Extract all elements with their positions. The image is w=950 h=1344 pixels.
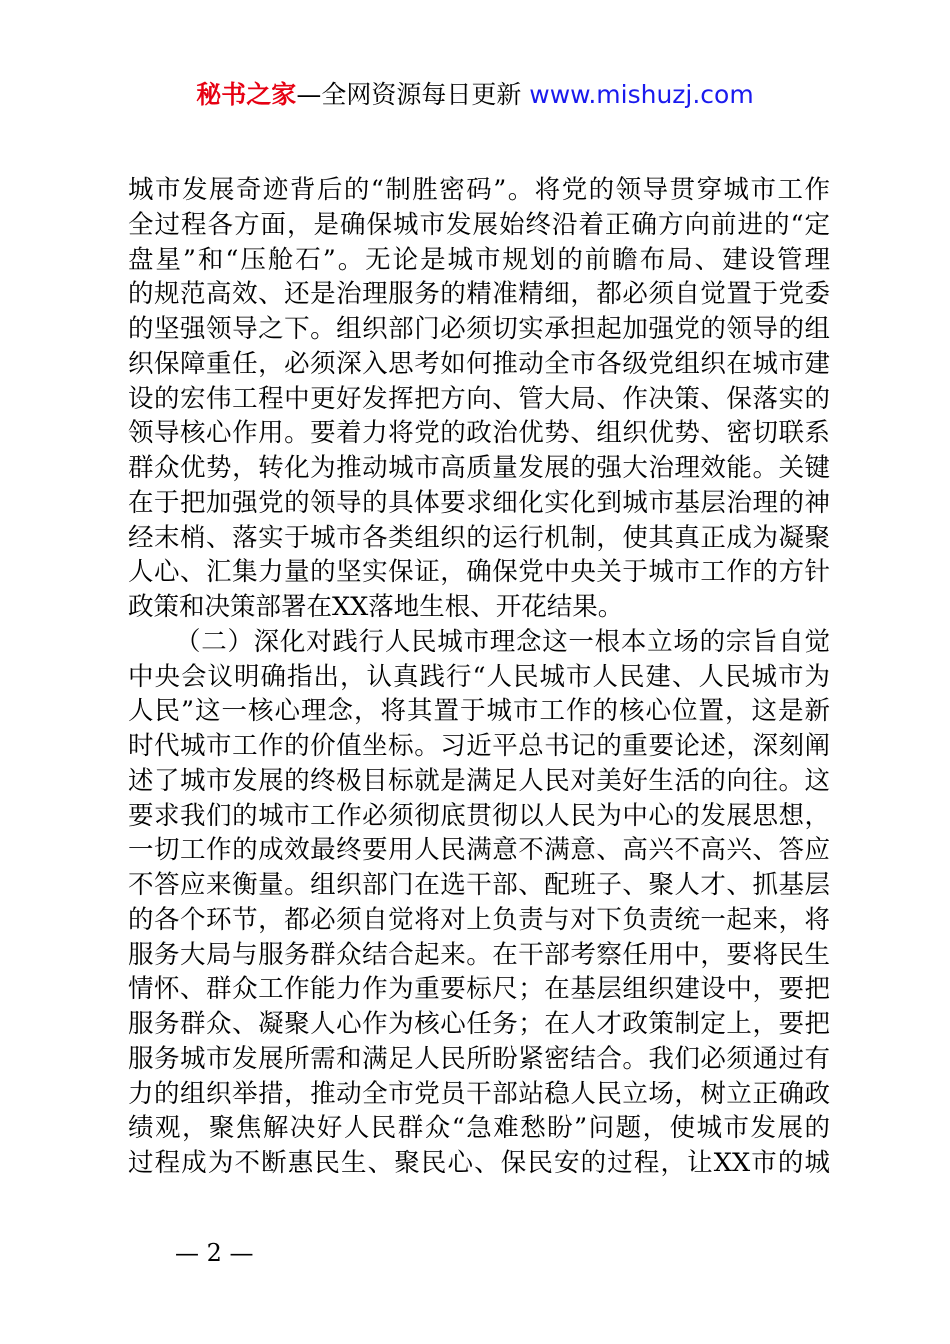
brand-name: 秘书之家 bbox=[196, 80, 297, 109]
text-line: 一切工作的成效最终要用人民满意不满意、高兴不高兴、答应 bbox=[128, 835, 830, 866]
paragraph-2 bbox=[128, 660, 830, 1181]
text-line: 设的宏伟工程中更好发挥把方向、管大局、作决策、保落实的 bbox=[128, 383, 830, 414]
text-line: 力的组织举措，推动全市党员干部站稳人民立场，树立正确政 bbox=[128, 1078, 830, 1109]
text-line: 的坚强领导之下。组织部门必须切实承担起加强党的领导的组 bbox=[128, 314, 830, 344]
text-line: 经末梢、落实于城市各类组织的运行机制，使其真正成为凝聚 bbox=[128, 522, 830, 553]
website-url: www.mishuzj.com bbox=[529, 80, 754, 109]
text-line: 服务大局与服务群众结合起来。在干部考察任用中，要将民生 bbox=[128, 939, 830, 970]
text-line: 绩观，聚焦解决好人民群众“急难愁盼”问题，使城市发展的 bbox=[128, 1113, 830, 1144]
text-line: 人民”这一核心理念，将其置于城市工作的核心位置，这是新 bbox=[128, 696, 830, 727]
paragraph-1 bbox=[128, 173, 830, 625]
document-body bbox=[128, 173, 830, 1181]
text-line: 人心、汇集力量的坚实保证，确保党中央关于城市工作的方针 bbox=[128, 557, 830, 588]
header-tagline: —全网资源每日更新 bbox=[296, 80, 522, 109]
text-line: 要求我们的城市工作必须彻底贯彻以人民为中心的发展思想， bbox=[128, 800, 830, 831]
text-line: 时代城市工作的价值坐标。习近平总书记的重要论述，深刻阐 bbox=[128, 731, 830, 761]
text-line: 全过程各方面，是确保城市发展始终沿着正确方向前进的“定 bbox=[128, 209, 830, 240]
text-line: 述了城市发展的终极目标就是满足人民对美好生活的向往。这 bbox=[128, 765, 830, 796]
text-line: 过程成为不断惠民生、聚民心、保民安的过程，让XX市的城 bbox=[128, 1148, 830, 1178]
text-line: 服务城市发展所需和满足人民所盼紧密结合。我们必须通过有 bbox=[128, 1043, 830, 1074]
text-line: 中央会议明确指出，认真践行“人民城市人民建、人民城市为 bbox=[128, 661, 830, 692]
text-line: 的规范高效、还是治理服务的精准精细，都必须自觉置于党委 bbox=[128, 279, 830, 310]
section-heading: （二）深化对践行人民城市理念这一根本立场的宗旨自觉 bbox=[175, 626, 830, 657]
page-header bbox=[0, 78, 950, 112]
page-number: — 2 — bbox=[175, 1239, 254, 1267]
text-line: 领导核心作用。要着力将党的政治优势、组织优势、密切联系 bbox=[128, 418, 830, 449]
text-line: 在于把加强党的领导的具体要求细化实化到城市基层治理的神 bbox=[128, 487, 830, 518]
text-line: 的各个环节，都必须自觉将对上负责与对下负责统一起来，将 bbox=[128, 904, 830, 935]
text-line: 服务群众、凝聚人心作为核心任务；在人才政策制定上，要把 bbox=[128, 1009, 830, 1039]
text-line: 政策和决策部署在XX落地生根、开花结果。 bbox=[128, 592, 624, 622]
text-line: 群众优势，转化为推动城市高质量发展的强大治理效能。关键 bbox=[128, 453, 830, 483]
text-line: 城市发展奇迹背后的“制胜密码”。将党的领导贯穿城市工作 bbox=[128, 175, 830, 205]
text-line: 织保障重任，必须深入思考如何推动全市各级党组织在城市建 bbox=[128, 348, 830, 379]
text-line: 盘星”和“压舱石”。无论是城市规划的前瞻布局、建设管理 bbox=[128, 244, 830, 275]
text-line: 不答应来衡量。组织部门在选干部、配班子、聚人才、抓基层 bbox=[128, 870, 830, 900]
text-line: 情怀、群众工作能力作为重要标尺；在基层组织建设中，要把 bbox=[128, 974, 830, 1005]
